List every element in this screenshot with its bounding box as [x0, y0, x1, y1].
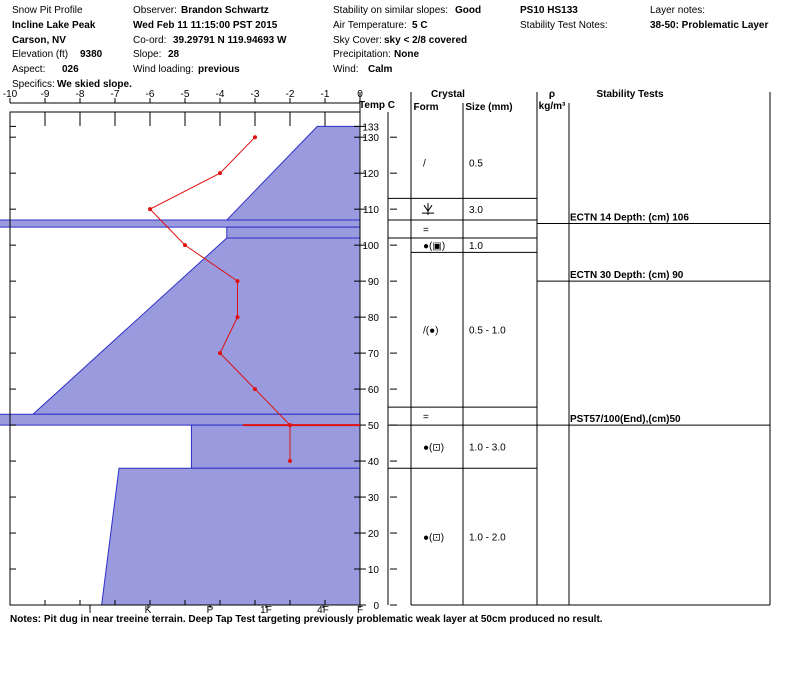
specifics-value: We skied slope. [57, 79, 132, 90]
elevation-label: Elevation (ft) [12, 49, 69, 60]
wind-value: Calm [368, 64, 393, 75]
height-tick-label: 60 [367, 385, 379, 397]
layer-notes-value: 38-50: Problematic Layer [650, 20, 769, 31]
height-tick-label: 100 [362, 241, 379, 253]
wind-loading-value: previous [198, 64, 240, 75]
height-tick-label: 10 [367, 565, 379, 577]
layer-size: 1.0 - 3.0 [469, 442, 506, 454]
temperature-point [288, 459, 292, 463]
height-tick-label: 40 [367, 457, 379, 469]
temperature-point [183, 243, 187, 247]
hardness-tick-label: 1F [260, 605, 272, 616]
temp-column-header: Temp C [359, 100, 395, 111]
layer-columns [388, 158, 770, 543]
temp-tick-label: -6 [145, 89, 155, 100]
stability-label: Stability on similar slopes: [333, 5, 449, 16]
hardness-segment [227, 227, 360, 238]
temperature-point [253, 387, 257, 391]
height-tick-label: 80 [367, 313, 379, 325]
temp-tick-label: -3 [250, 89, 260, 100]
layer-form: /(●) [423, 325, 439, 337]
layer-form: ●(⊡) [423, 442, 445, 454]
hardness-tick-label: P [206, 605, 214, 616]
region: Carson, NV [12, 35, 66, 46]
height-tick-label: 70 [367, 349, 379, 361]
height-tick-label: 133 [362, 122, 379, 134]
wind-loading-label: Wind loading: [133, 64, 194, 75]
crystal-column-header: Crystal [431, 89, 465, 100]
temp-tick-label: -7 [110, 89, 120, 100]
sky-value: sky < 2/8 covered [384, 35, 468, 46]
layer-size: 3.0 [469, 205, 483, 217]
slope-value: 28 [168, 49, 180, 60]
hardness-tick-label: K [144, 605, 152, 616]
slope-label: Slope: [133, 49, 162, 60]
hardness-tick-label: 4F [317, 605, 329, 616]
hardness-profile [0, 126, 360, 605]
temp-tick-label: -8 [75, 89, 85, 100]
aspect-label: Aspect: [12, 64, 46, 75]
datetime: Wed Feb 11 11:15:00 PST 2015 [133, 20, 278, 31]
density-unit: kg/m³ [538, 101, 566, 112]
height-tick-label: 0 [373, 601, 379, 612]
surface-hoar-icon [422, 203, 434, 215]
hardness-segment [227, 126, 360, 220]
specifics-label: Specifics: [12, 79, 55, 90]
density-column-header: ρ [548, 89, 556, 100]
stability-column-header: Stability Tests [596, 89, 664, 100]
height-tick-label: 30 [367, 493, 379, 505]
air-temp-label: Air Temperature: [333, 20, 407, 31]
temperature-point [148, 207, 152, 211]
size-column-header: Size (mm) [465, 102, 513, 113]
hardness-segment [0, 414, 360, 425]
hardness-segment [102, 468, 360, 605]
aspect-value: 026 [62, 64, 79, 75]
elevation-value: 9380 [80, 49, 103, 60]
notes: Notes: Pit dug in near treeine terrain. Deep Tap Test targeting previously problematic weak layer at 50cm produced no result. [10, 614, 603, 625]
temp-tick-label: -1 [320, 89, 330, 100]
height-tick-label: 20 [367, 529, 379, 541]
coord-label: Co-ord: [133, 35, 167, 46]
sky-label: Sky Cover: [333, 35, 382, 46]
stability-notes-label: Stability Test Notes: [520, 20, 608, 31]
layer-form: = [423, 412, 429, 424]
stability-test-label: PST57/100(End),(cm)50 [570, 414, 681, 426]
height-tick-label: 110 [363, 205, 379, 217]
hardness-segment [33, 238, 360, 414]
temperature-point [218, 171, 222, 175]
air-temp-value: 5 C [412, 20, 428, 31]
layer-form: / [423, 158, 426, 170]
location: Incline Lake Peak [12, 20, 96, 31]
layer-size: 1.0 - 2.0 [469, 532, 506, 544]
layer-form: ●(⊡) [423, 532, 445, 544]
height-tick-label: 120 [362, 169, 379, 181]
form-column-header: Form [413, 102, 439, 113]
temperature-point [218, 351, 222, 355]
observer-value: Brandon Schwartz [181, 5, 269, 16]
temperature-point [253, 135, 257, 139]
stability-value: Good [455, 5, 482, 16]
height-tick-label: 130 [362, 133, 379, 145]
ps-hs: PS10 HS133 [520, 5, 578, 16]
hardness-tick-label: F [356, 605, 364, 616]
layer-size: 0.5 [469, 158, 483, 170]
stability-test-label: ECTN 14 Depth: (cm) 106 [570, 212, 689, 224]
layer-form: ●(▣) [423, 241, 446, 253]
layer-form: = [423, 224, 429, 236]
temp-tick-label: -9 [40, 89, 50, 100]
wind-label: Wind: [333, 64, 359, 75]
hardness-segment [191, 425, 360, 468]
temp-tick-label: -5 [180, 89, 190, 100]
coord-value: 39.29791 N 119.94693 W [173, 35, 287, 46]
stability-test-label: ECTN 30 Depth: (cm) 90 [570, 270, 684, 282]
layer-size: 0.5 - 1.0 [469, 325, 506, 337]
layer-size: 1.0 [469, 241, 483, 253]
temp-tick-label: -2 [285, 89, 295, 100]
hardness-segment [0, 220, 360, 227]
precip-label: Precipitation: [333, 49, 391, 60]
temperature-point [236, 315, 240, 319]
height-tick-label: 50 [367, 421, 379, 433]
layer-notes-label: Layer notes: [650, 5, 706, 16]
temp-tick-label: -4 [215, 89, 225, 100]
height-tick-label: 90 [367, 277, 379, 289]
temp-tick-label: -10 [2, 89, 18, 100]
hardness-tick-label: I [88, 605, 92, 616]
observer-label: Observer: [133, 5, 177, 16]
temperature-point [236, 279, 240, 283]
page-title: Snow Pit Profile [12, 5, 83, 16]
precip-value: None [394, 49, 419, 60]
temp-tick-label: 0 [357, 89, 363, 100]
